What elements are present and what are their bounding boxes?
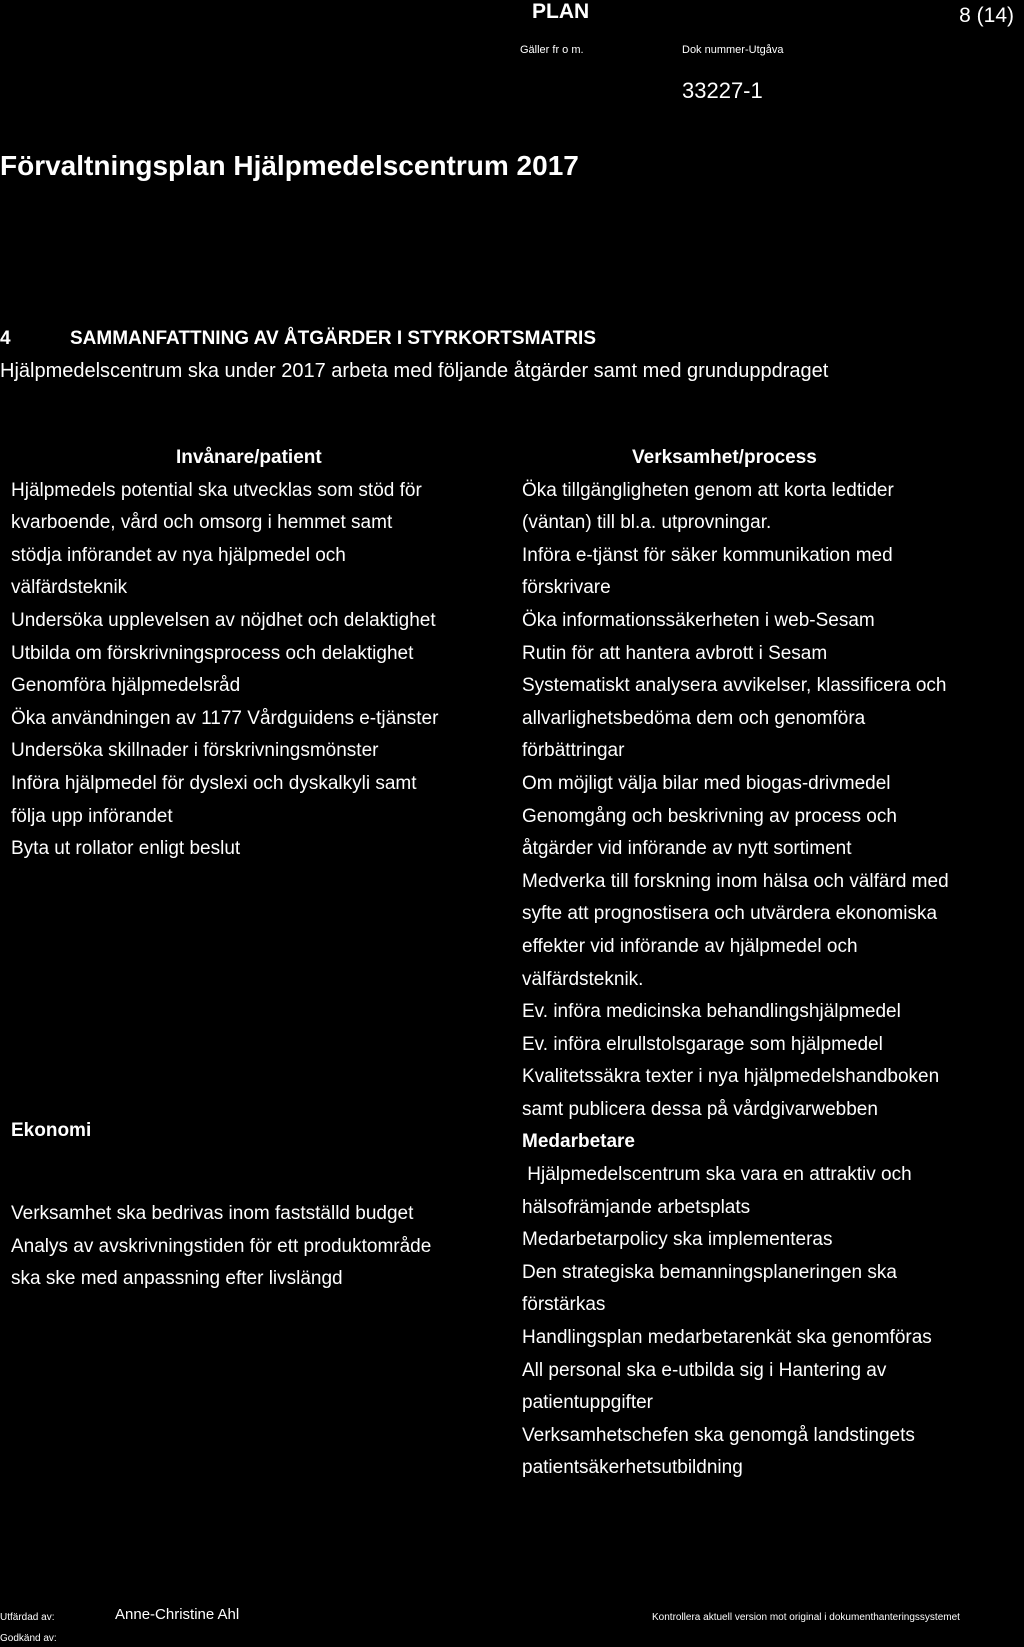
right-line: effekter vid införande av hjälpmedel och (522, 935, 858, 957)
right-column (522, 442, 1022, 1485)
staff-line: patientuppgifter (522, 1392, 653, 1414)
left-line: stödja införandet av nya hjälpmedel och (11, 544, 346, 566)
right-line: (väntan) till bl.a. utprovningar. (522, 512, 772, 534)
staff-line: Hjälpmedelscentrum ska vara en attraktiv och (522, 1164, 912, 1186)
version-notice: Kontrollera aktuell version mot original i dokumenthanteringssystemet (652, 1612, 960, 1623)
left-line: följa upp införandet (11, 805, 173, 827)
staff-line: Verksamhetschefen ska genomgå landstingets (522, 1424, 915, 1446)
issued-by-label: Utfärdad av: (0, 1612, 55, 1623)
document-title: Förvaltningsplan Hjälpmedelscentrum 2017 (0, 150, 579, 181)
left-line: välfärdsteknik (11, 577, 128, 599)
right-line: Kvalitetssäkra texter i nya hjälpmedelshandboken (522, 1066, 940, 1088)
right-line: Rutin för att hantera avbrott i Sesam (522, 642, 828, 664)
approved-by-label: Godkänd av: (0, 1633, 57, 1644)
section-number: 4 (0, 328, 11, 349)
right-line: Genomgång och beskrivning av process och (522, 805, 897, 827)
staff-line: förstärkas (522, 1294, 606, 1316)
staff-line: Medarbetarpolicy ska implementeras (522, 1229, 833, 1251)
left-line: Införa hjälpmedel för dyslexi och dyskalkyli samt (11, 772, 417, 794)
right-line: åtgärder vid införande av nytt sortiment (522, 838, 852, 860)
page-number: 8 (14) (959, 4, 1014, 27)
right-line: förbättringar (522, 740, 625, 762)
left-line: kvarboende, vård och omsorg i hemmet samt (11, 512, 393, 534)
right-line: förskrivare (522, 577, 611, 599)
left-line: Utbilda om förskrivningsprocess och delaktighet (11, 642, 414, 664)
staff-line: Den strategiska bemanningsplaneringen ska (522, 1261, 897, 1283)
right-line: Systematiskt analysera avvikelser, klassificera och (522, 675, 947, 697)
right-line: Ev. införa medicinska behandlingshjälpmedel (522, 1001, 901, 1023)
issued-by-name: Anne-Christine Ahl (115, 1606, 240, 1623)
economy-line: Analys av avskrivningstiden för ett produktområde (11, 1235, 432, 1257)
left-line: Genomföra hjälpmedelsråd (11, 675, 241, 697)
doc-number: 33227-1 (682, 78, 763, 103)
left-line: Öka användningen av 1177 Vårdguidens e-tjänster (11, 707, 439, 729)
left-column-heading: Invånare/patient (176, 447, 322, 468)
valid-from-label: Gäller fr o m. (520, 44, 584, 56)
left-line: Hjälpmedels potential ska utvecklas som stöd för (11, 479, 422, 501)
left-line: Byta ut rollator enligt beslut (11, 838, 241, 860)
economy-lines (11, 1198, 501, 1296)
staff-line: patientsäkerhetsutbildning (522, 1457, 743, 1479)
economy-heading: Ekonomi (11, 1120, 92, 1141)
staff-line: hälsofrämjande arbetsplats (522, 1196, 751, 1218)
right-line: Medverka till forskning inom hälsa och välfärd med (522, 870, 949, 892)
economy-line: ska ske med anpassning efter livslängd (11, 1268, 343, 1290)
left-line: Undersöka skillnader i förskrivningsmönster (11, 740, 379, 762)
right-line: Införa e-tjänst för säker kommunikation med (522, 544, 893, 566)
right-line: Ev. införa elrullstolsgarage som hjälpmedel (522, 1033, 883, 1055)
header-title: PLAN (532, 0, 590, 23)
section-title: SAMMANFATTNING AV ÅTGÄRDER I STYRKORTSMATRIS (70, 328, 596, 349)
right-line: välfärdsteknik. (522, 968, 644, 990)
right-line: Öka informationssäkerheten i web-Sesam (522, 609, 875, 631)
left-line: Undersöka upplevelsen av nöjdhet och delaktighet (11, 609, 436, 631)
right-line: allvarlighetsbedöma dem och genomföra (522, 707, 866, 729)
staff-line: All personal ska e-utbilda sig i Hantering av (522, 1359, 887, 1381)
economy-line: Verksamhet ska bedrivas inom fastställd budget (11, 1203, 414, 1224)
economy-block (11, 1115, 501, 1148)
right-column-heading: Verksamhet/process (632, 447, 817, 468)
staff-heading: Medarbetare (522, 1131, 635, 1153)
left-column (11, 442, 501, 866)
section-subtitle: Hjälpmedelscentrum ska under 2017 arbeta med följande åtgärder samt med grunduppdraget (0, 360, 829, 382)
right-line: Om möjligt välja bilar med biogas-drivmedel (522, 772, 891, 794)
right-line: samt publicera dessa på vårdgivarwebben (522, 1098, 878, 1120)
right-line: Öka tillgängligheten genom att korta ledtider (522, 479, 894, 501)
doc-number-label: Dok nummer-Utgåva (682, 44, 784, 56)
right-line: syfte att prognostisera och utvärdera ekonomiska (522, 903, 938, 925)
staff-line: Handlingsplan medarbetarenkät ska genomföras (522, 1327, 932, 1349)
